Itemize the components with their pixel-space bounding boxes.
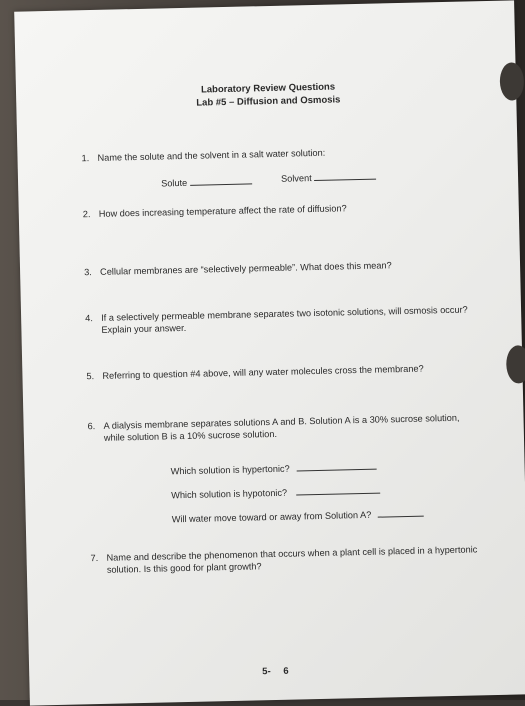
solute-label: Solute xyxy=(161,177,188,189)
question-text: Name and describe the phenomenon that occurs when a plant cell is placed in a hypertonic solution. Is this good for plant growth? xyxy=(106,544,478,575)
question-number: 6. xyxy=(87,421,96,432)
question-text: If a selectively permeable membrane separates two isotonic solutions, will osmosis occur? Explain your answer. xyxy=(101,304,468,335)
worksheet-title: Laboratory Review Questions xyxy=(200,81,336,96)
solute-answer xyxy=(161,174,252,189)
page-range-start: 5- xyxy=(262,666,271,678)
question-1 xyxy=(81,143,497,164)
question-7 xyxy=(90,543,491,576)
question-number: 7. xyxy=(90,552,99,564)
hypotonic-blank[interactable] xyxy=(296,484,380,496)
question-number: 1. xyxy=(81,153,90,164)
water-direction-prompt xyxy=(172,507,424,526)
question-text: Cellular membranes are “selectively permeable”. What does this mean? xyxy=(100,260,392,277)
solvent-blank[interactable] xyxy=(314,170,376,181)
worksheet-page xyxy=(14,0,525,705)
question-number: 3. xyxy=(84,267,92,278)
question-number: 2. xyxy=(82,209,91,220)
question-text: Referring to question #4 above, will any water molecules cross the membrane? xyxy=(102,363,424,381)
binder-hole xyxy=(506,345,525,384)
question-4 xyxy=(85,303,471,335)
question-text: Name the solute and the solvent in a salt water solution: xyxy=(97,147,326,163)
question-3 xyxy=(84,257,500,278)
water-direction-blank[interactable] xyxy=(378,507,424,518)
question-6 xyxy=(87,411,473,443)
solvent-answer xyxy=(281,170,376,185)
worksheet-header xyxy=(196,80,341,109)
sub-question-text: Will water move toward or away from Solution A? xyxy=(171,509,372,525)
sub-question-text: Which solution is hypotonic? xyxy=(171,487,288,501)
hypotonic-prompt xyxy=(171,484,380,502)
question-text: How does increasing temperature affect the rate of diffusion? xyxy=(98,203,347,219)
solvent-label: Solvent xyxy=(280,173,312,184)
worksheet-subtitle: Lab #5 – Diffusion and Osmosis xyxy=(196,94,341,109)
question-number: 4. xyxy=(85,313,93,324)
question-text: A dialysis membrane separates solutions A and B. Solution A is a 30% sucrose solution, while solution B is a 10% sucrose solution. xyxy=(103,412,460,443)
question-5 xyxy=(86,361,502,382)
solute-blank[interactable] xyxy=(190,174,252,185)
sub-question-text: Which solution is hypertonic? xyxy=(170,463,290,477)
question-2 xyxy=(82,199,499,220)
page-range-end: 6 xyxy=(283,665,289,677)
hypertonic-prompt xyxy=(170,460,376,478)
hypertonic-blank[interactable] xyxy=(296,460,376,472)
question-number: 5. xyxy=(86,371,95,382)
page-number xyxy=(262,666,289,678)
